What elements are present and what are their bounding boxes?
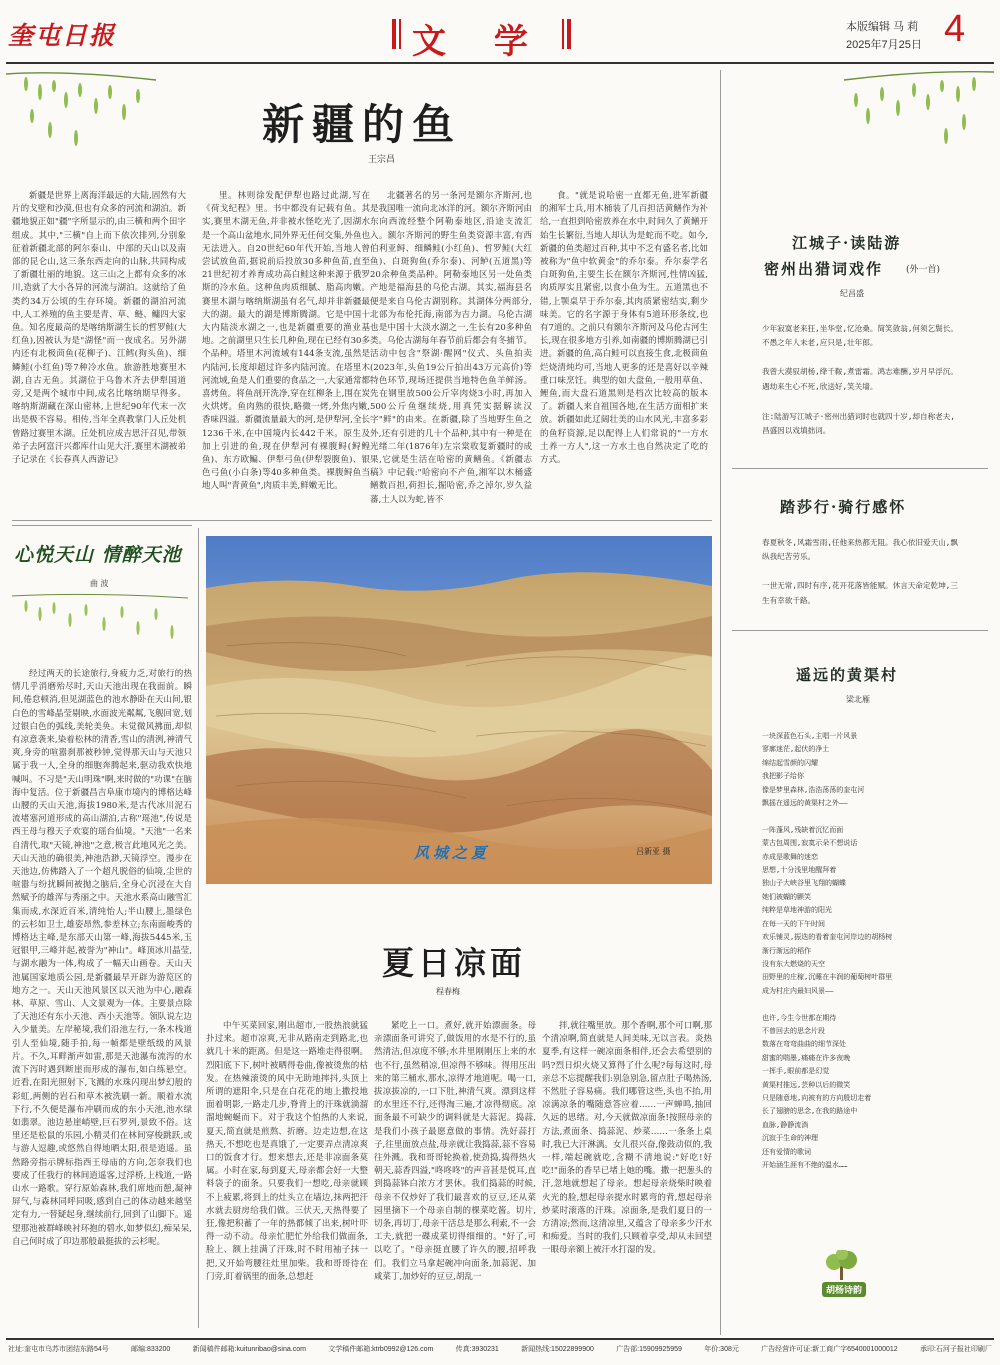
page-number: 4 <box>944 8 966 50</box>
tianshan-article-body <box>12 668 192 1328</box>
footer-postcode: 邮编:833200 <box>131 1346 171 1353</box>
tianshan-article-author: 曲 波 <box>90 579 109 588</box>
masthead <box>0 0 1000 62</box>
lead-article-column-3 <box>370 190 532 516</box>
poem-1-note-paren: (外一首) <box>906 265 941 275</box>
summer-article-text-3: 拌,就往嘴里放。那个香啊,那个可口啊,那个清凉啊,简直就是人间美味,无以言表。炎热夏季,有这样一碗凉面条相伴,还会去希望别的吗?烈日炽火烧又算得了什么呢?每每这时,母亲总不忘提醒我们:别急别急,留点肚子喝热汤,不然肚子容易痛。我们哪管这些,头也不抬,用凉满凉条的嘴随意答应着……一声蝉鸣,抽回久远的思绪。对,今天就做凉面条!按照母亲的方法,煮面条、捣蒜泥、炒菜……一条条上桌时,我已大汗淋漓。女儿很兴奋,像鼓动似的,我一样,端起碗就吃,含糊不清地说:"好吃!好吃!"面条的香早已堵上她的嘴。撒一把葱头的汗,忽地就想起了母亲。想起母亲烧柴时映着火光的脸,想起母亲提水时累弯的背,想起母亲炒菜时滚落的汗珠。凉面条,是我们夏日的一方清凉;然而,这清凉里,又蕴含了母亲多少汗水和痴爱。当时的我们,只顾着享受,却从未回望一眼母亲额上被汗水打湿的发。 <box>542 1021 712 1256</box>
willow-branch-right <box>834 66 994 176</box>
footer-literature-email: 文学稿件邮箱:ktrb0992@126.com <box>328 1346 434 1353</box>
lead-article-text-2: 里。林则徐发配伊犁也路过此湖,写在《荷戈纪程》里。书中都没有记载有鱼。其实,赛里木湖无鱼,并非被水怪吃光了,因湖水是一个高山盆地水,同外界无任何交集,外鱼也无法进入。自20世纪60年代开始,当地人曾尝试放鱼苗,据说前后投放30多种鱼苗,直至21世纪初才养育成功高白鲑这种来源于俄罗斯的冷水鱼。这种鱼肉质细腻、脂高肉嫩。赛里木湖与喀纳斯湖虽有名气,却并非新疆最大的湖。最大的湖是博斯腾湖。它是中国十大内陆淡水湖之一,也是新疆重要的渔业基地。之前湖里只生长几种鱼,现在已经有30多个品种。塔里木河流域有144条支流,虽然是内陆河,长度却超过许多内陆河流。在塔里木河流域,鱼是人们重要的食品之一,大家通常都喜烤鱼。将鱼剖开洗净,穿在红柳条上,围在炭火烘烤。鱼肉熟的很快,略微一烤,外焦内嫩,香味四溢。新疆流量最大的河,是伊犁河,全长1236千米,在中国境内长442千米。原生及加上引进的鱼,现在伊犁河有裸腹鲟(鲟鳇鱼)、东方欧鳊、伊犁弓鱼(伊犁裂腹鱼)、银色弓鱼(小白条)等40多种鱼类。裸腹鲟鱼当地人叫"青黄鱼",肉质丰美,鲜嫩无比。 <box>202 191 370 492</box>
footer-rule <box>6 1338 994 1340</box>
summer-article-column-3 <box>542 1020 712 1328</box>
poem-1-note: 注:陆游写江城子·密州出猎词时也就四十岁,却自称老夫,昌盛因以戏填拙词。 <box>762 412 955 436</box>
poem-1-author: 纪昌盛 <box>840 289 864 298</box>
poem-1-body: 少年寂寞老来狂,坐华堂,忆沧桑。简笑敛翁,何须乞鬓长。不愚之年人未老,应只是,壮年郎。 我曾大漠驭胡杨,绛千鞍,煮雷霜。鸿志难酬,岁月早浮沉。遇劫来生心不死,欣送好,笑关墙。 <box>762 324 958 391</box>
footer-ad-license: 广告经营许可证:新工商广字6540001000012 <box>761 1346 898 1353</box>
lead-article-text-3: 北疆著名的另一条河是额尔齐斯河,也是我国唯一流向北冰洋的河。额尔齐斯河由东向西流经整个阿勒泰地区,沿途支流汇入。额尔齐斯河的野生鱼类资源丰富,有西伯利亚鲟、细鳞鲑(小红鱼)、哲罗鲑(大红鱼)、白斑狗鱼(乔尔泰)、河鲈(五道黑)等20余种鱼类品种。阿勒泰地区另一处鱼类产地是福海县的乌伦古湖。其实,福海县名便是来自乌伦古湖别称。其湖体分两部分,北部为布伦托海,南部为吉力湖。乌伦古湖也是中国十大淡水湖之一,生长有20多种鱼类。乌伦古湖每年春节前后都会有冬捕节。活动中包含"祭湖·醒网"仪式、头鱼拍卖(2023年,头鱼19公斤拍出43万元高价)等特色环节,现场还提供当地特色鱼羊鲜汤。先在钢里放500公斤宰肉烧3小时,再加入500公斤鱼继续烧,用真凭实据解读汉字"鲜"的由来。在新疆,除了当地野生鱼之外,还有引进的几十个品种,其中有一种是在光绪二年(1876年)左宗棠收复新疆时的成果,它就是生活在哈密的黄鳝鱼。《新疆志稿》中记载:"哈密向不产鱼,湘军以木桶盛鳝数百担,荷担长,掘哈密,乔之淖尔,岁久益蕃,土人以为蛇,皆不 <box>370 191 532 505</box>
section-bar-right <box>567 19 571 49</box>
footer-bar <box>8 1344 992 1360</box>
divider-poem-2 <box>732 630 988 631</box>
summer-article-text-2: 紧吃上一口。煮好,就开始漂面条。母亲漂面条可讲究了,做饭用的水是不行的,虽然清洁,但凉度不够;水井里刚刚压上来的水也不行,虽然稍凉,但凉得不够味。得用压出来的第三桶水,那水,凉得才地道呢。喝一口,拔凉拔凉的,一口下肚,神清气爽。漂到这样的水里还不行,还得淘三遍,才凉得彻底。凉面条最不可缺少的调料就是大蒜泥。捣蒜,是我们小孩子最愿意做的事情。洗好蒜打子,往里面放点盐,母亲就让我捣蒜,蒜不容易往外溅。我和哥哥轮换着,使劲捣,捣得热火朝天,蒜香四溢,"咚咚咚"的声音甚是悦耳,直到捣蒜钵白浓方才罢休。我们捣蒜的时候,母亲不仅炒好了我们最喜欢的豆豆,还从菜园里摘下一个母亲自制的棵菜吃酱。切片,切条,再切丁,母亲干活总是那么利索,不一会工夫,就把一碟成菜切得细细的。"好了,可以吃了。"母亲挺直腰了许久的腰,招呼我们。我们立马拿起碗冲向面条,加蒜泥、加咸菜丁,加炒好的豆豆,胡乱一 <box>374 1021 536 1282</box>
footer-hotline: 新闻热线:15022899900 <box>521 1346 594 1353</box>
poem-1-title: 江城子·读陆游 <box>792 234 902 252</box>
lead-article-column-2 <box>202 190 370 516</box>
divider-right-sidebar <box>720 70 721 1335</box>
tianshan-article-title: 心悦天山 情醉天池 <box>14 544 182 566</box>
footer-address: 社址:奎屯市乌苏市团结东路54号 <box>8 1346 109 1353</box>
lead-article-text-1: 新疆是世界上离海洋最远的大陆,固然有大片的戈壁和沙漠,但也有众多的河流和湖泊。新疆地貌正如"疆"字所显示的,由三横和两个田字组成。其中,"三横"自上而下依次排列,分别象征着新疆北部的阿尔泰山、中部的天山以及南部的昆仑山,这三条东西走向的山脉,共同构成了新疆壮丽的地貌。这三山之上都有众多的冰川,造就了大小各异的河流与湖泊。这就给了鱼类约34万公顷的生存环境。新疆的湖泊河流中,人工养殖的鱼主要是青、草、鲢、鳙四大家鱼。知名度最高的是喀纳斯湖生长的哲罗鲑(大红鱼),因被认为是"湖怪"而一夜成名。另外湖内还有北极茴鱼(花柳子)、江鳕(狗头鱼)、细鳞鲑(小红鱼)等7种冷水鱼。旅游胜地赛里木湖,自古无鱼。其湖位于乌鲁木齐去伊犁国道旁,又是两个城市中间,成名比喀纳斯早得多。喀纳斯湖藏在深山密林,上世纪90年代末一次出是极不容易。相传,当年全真教掌门人丘处机曾路过赛里木湖。丘处机应成吉思汗召见,带领弟子去阿富汗兴都库什山见大汗,赛里木湖被弟子记录在《长春真人西游记》 <box>12 191 186 466</box>
summer-article-author: 程春梅 <box>436 987 460 996</box>
divider-lead-bottom <box>12 520 712 521</box>
poem-1-subtitle: 密州出猎词戏作 <box>764 260 884 278</box>
section-bar-right-thin <box>562 19 564 49</box>
footer-fax: 传真:3930231 <box>455 1346 499 1353</box>
poem-3-title: 遥远的黄渠村 <box>796 666 899 684</box>
divider-tianshan-right <box>198 528 199 1328</box>
photo-illustration <box>206 536 712 884</box>
stamp-label: 胡杨诗韵 <box>822 1282 866 1297</box>
landscape-photo <box>206 536 712 884</box>
footer-annual-price: 年价:308元 <box>704 1346 739 1353</box>
lead-article-author: 王宗昌 <box>368 155 396 165</box>
lead-article-title: 新疆的鱼 <box>262 100 463 149</box>
footer-ad-dept: 广告部:15909925959 <box>616 1346 682 1353</box>
divider-poem-1 <box>732 468 988 469</box>
poem-3-body: 一块深蓝色石头,主唱一片风景 寥廓迷茫,起伏的净土 绵结起雪颜的闪耀 我把影子给你 像是梦里森林,浩浩荡荡的奎屯河 飘摇在遥远的黄渠村之外—— 一阵蓬风,残缺着沉忆而面 蒙古包周围,寂寞示朵不想说话 赤成是歌舞的迷恋 思想,十分浅里地醒拜着 独山子大峡谷里飞翔的蝴蝶 她们被蝴的颤笑 纯粹是草地神游的阳光 在每一天的下午时间 欢乐铺灵,振迭的看着奎屯河岸边的胡杨树 渐行渐远的稻作 没有东大燃烧的天空 田野里的庄稼,沉睡在丰润的葡萄树叶群里 成为村庄内最妇风景—— 也许,今生今世都在期待 不曾回去的思念片段 数落在弯弯曲曲的细节深处 甜蜜的喘墨,痛痛在许多夜晚 一挥手,眼前都是幻觉 黄渠村推远,芸种以后的微笑 只是随意地,向被有的方向殷切走着 长了翅膀的思念,在我的路途中 血脉,静静流淌 沉寂于生命的神理 还有爱情的歌词 开始涵生涯有不绝的温水…… <box>762 732 893 1169</box>
footer-printer: 承印:石河子报社印刷厂 <box>919 1346 992 1353</box>
poem-2-body: 春夏秋冬,风霜雪雨,任他来热都无阻。我心依旧爱天山,飘纵我纪苦劳乐。 一世无常,四时有序,花开花落皆能赋。休言天命定乾坤,三生有幸欲千路。 <box>762 538 958 605</box>
summer-article-text-1: 中午买菜回家,刚出超市,一股热浪就猛扑过来。超市凉爽,无非从路南走到路北,也就几十米的距离。但是这一路堆走得很啊。烈阳底下下,树叶被晒得卷曲,像被烫焦的枯发。在热辣滚烫的风中无助地摔抖,头顶上所谓的遮阳伞,只是在白花花的地上撒投地面着明影,一路走几步,脊背上的汗珠就淌溜溜地蜿蜒而下。对于我这个怕热的人来说,夏天,简直就是煎熬、折磨。边走边想,在这热天,不想吃也是真饿了,一定要弄点清凉爽口的饭食才行。想来想去,还是非凉面条莫属。小时在家,每到夏天,母亲都会好一大整料袋子的面条。只要我们一想吃,母亲就顾不上疲累,将到上的灶头立在墙边,抹两把汗水就去厨房给我们做。三伏天,天热得要了狂,像把积蓄了一年的热都倾了出来,树叶吓得一动不动。母亲忙肥忙外给我们做面条,脸上、额上挂满了汗珠,时不时用袖子抹一把,又开始弯腰往灶里加柴。我和哥哥待在门旁,盯着锅里的面条,总想赶 <box>206 1021 368 1282</box>
section-bar-left <box>392 19 396 49</box>
lead-article-column-4 <box>540 190 708 472</box>
lead-article-text-4: 食。"就是说哈密一直都无鱼,进军新疆的湘军士兵,用木桶装了几百担活黄鳝作为补给,一直担到哈密放养在水中,时间久了黄鳝开始生长繁衍,当地人却认为是蛇而不吃。如今,新疆的鱼类超过百种,其中不乏有盛名者,比如被称为"鱼中软黄金"的乔尔泰。乔尔泰学名白斑狗鱼,主要生长在额尔齐斯河,性情凶猛,肉质厚实且紧密,以食小鱼为生。五道黑也不错,上颚桌早于乔尔泰,其肉质紧密结实,剩少味美。它的名字源于身体有5道环形条纹,也有7道的。之前只有额尔齐斯河及乌伦古河生长,现在很多地方引养,如南疆的博斯腾湖已引进。新疆的鱼,高白鲑可以直接生食,北极茴鱼烂烧清炖均可,当地人更多的还是喜好以辛辣重口味烹饪。典型的如大盘鱼,一般用草鱼、鲤鱼,而大盘石道黑则是档次比较高的版本了。新疆人来自祖国各地,在生活方面相扩来放。新疆如此辽阔壮美的山水风光,丰富多彩的鱼籽资源,足以配得上人们常说的"一方水土养一方人",这一方水土也自然决定了吃的方式。 <box>540 191 708 466</box>
summer-article-title: 夏日凉面 <box>382 944 527 982</box>
poem-2-title: 踏莎行·骑行感怀 <box>780 498 907 516</box>
summer-article-column-2 <box>374 1020 536 1328</box>
section-label: 文 学 <box>412 22 546 62</box>
poem-3-author: 梁北雁 <box>846 695 870 704</box>
editor-line: 本版编辑 马 莉 <box>846 21 919 33</box>
willow-branch-left <box>6 66 166 176</box>
summer-article-column-1 <box>206 1020 368 1328</box>
photo-caption: 风城之夏 <box>414 844 491 862</box>
paper-name: 奎屯日报 <box>8 21 117 50</box>
date-line: 2025年7月25日 <box>846 39 922 51</box>
masthead-rule <box>6 62 994 64</box>
section-bar-left-thin <box>399 19 401 49</box>
photo-credit: 吕新亚 摄 <box>636 847 671 856</box>
footer-news-email: 新闻稿件邮箱:kuitunribao@sina.com <box>192 1346 306 1353</box>
lead-article-column-1 <box>12 190 186 516</box>
divider-tianshan-top <box>12 525 192 526</box>
willow-decor-tianshan <box>12 592 188 658</box>
tianshan-article-text: 经过两天的长途旅行,身疲力乏,对旅行的热情几乎消磨殆尽时,天山天池出现在我面前。瞬间,倦怠顿消,但见湖蓝色的池水静卧在天山间,银白色的雪峰晶莹剔映,水面波光粼粼,飞舰回宽,划过银白色的弧线,美轮美奂。未觉微风拂面,却似有凉意袭来,染着松林的清香,雪山的清洌,神清气爽,身旁的喧嚣刹那被秒钟,觉得那天山与天池只属于我一人,全身的细胞奔腾起来,驱动我欢快地喊叫。不习是"天山明珠"啊,来时做的"功课"在脑海中复活。位于新疆昌吉阜康市境内的博格达峰山腰的天山天池,海拔1980米,是古代冰川泥石流堵塞河道形成的高山湖泊,古称"瑶池",传说是西王母与穆天子欢宴的瑶台仙境。"天池"一名来自清代,取"天镜,神池"之意,极言此地风光之美。天山天池的确很美,神池浩渺,天镜浮空。漫步在天池边,仿佛踏入了一个超凡脱俗的仙境,尘世的喧嚣与纷扰瞬间被抛之脑后,全身心沉浸在大自然赋予的雄浑与秀丽之中。天池水系高山融雪汇集而成,水深近百米,清纯怡人;半山腰上,墨绿色的云杉如卫士,雄姿昂然,参差林立;东南面峻秀的博格达主峰,是东部天山第一峰,海拔5445米,玉冠银甲,三峰并起,被誉为"神山"。峰顶冰川晶莹,与湖水融为一体,构成了一幅天山画卷。天山天池属国家地质公园,是新疆最早开辟为游览区的地方之一。天山天池风景区以天池为中心,融森林、草原、雪山、人文景观为一体。主要景点除了天池还有东小天池、西小天池等。领队说左边入少量美。左岸秘境,我们沿池左行,一条木栈道引人至仙境,随手拍,每一帧都是壁纸级的风景片。不久,耳畔渐声如雷,那是天池瀑布流泻的水流下泻时遇到断崖而形成的瀑布,如白练悬空。近看,在阳光照射下,飞溅的水珠闪现出梦幻般的彩虹,两侧的岩石和草木被洗刷一新。顺着水流下行,不久便是瀑布冲刷而成的东小天池,池水绿如翡翠。池边悬崖峭壁,巨石罗列,景致不俗。这里还是松鼠的乐园,小精灵们在林间穿梭跳跃,或与游人逗趣,或悠然自得地晒太阳,很是逍遥。虽然路旁指示牌标指西王母庙的方向,怎奈我们也要成了任我行的林间逍遥客,过浮桥,上栈道,一路山水一路歌。穿行原始森林,我们席地而憩,凝神屏气,与森林同呼同吸,感到自己的体动越来越坚定有力,一替疑起身,继续前行,回到了山脚下。遥望那池被群峰映衬环抱的碧水,如梦似幻,痴呆呆,自己何时成了印边那般最挺拔的云杉呢。 <box>12 669 192 1247</box>
stamp-tree-illustration <box>816 1250 868 1280</box>
